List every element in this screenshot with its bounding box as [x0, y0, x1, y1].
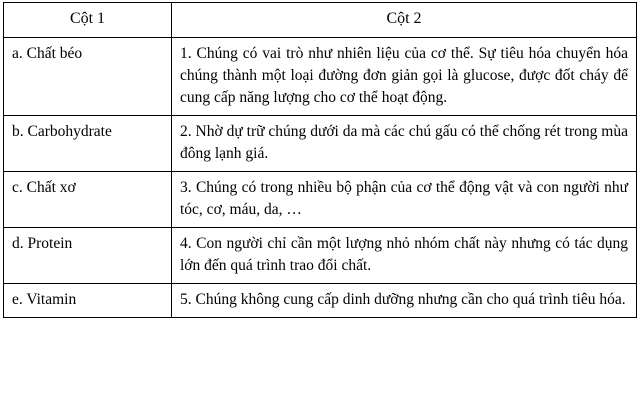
column-header-left-label: Cột 1 [69, 10, 106, 27]
row-item-left: e. Vitamin [4, 283, 172, 317]
row-item-right: 1. Chúng có vai trò như nhiên liệu của cơ thể. Sự tiêu hóa chuyển hóa chúng thành một loại đường đơn giản gọi là glucose, được đốt cháy để cung cấp năng lượng cho cơ thể hoạt động. [172, 37, 637, 115]
row-item-right: 4. Con người chỉ cần một lượng nhỏ nhóm chất này nhưng có tác dụng lớn đến quá trình trao đổi chất. [172, 227, 637, 283]
table-row [4, 115, 637, 171]
column-header-right [172, 3, 637, 38]
table-row [4, 283, 637, 317]
row-item-left: c. Chất xơ [4, 171, 172, 227]
column-header-right-label: Cột 2 [386, 10, 422, 27]
document-page [0, 2, 639, 406]
table-header-row [4, 3, 637, 38]
column-header-left [4, 3, 172, 38]
table-row [4, 227, 637, 283]
row-item-right: 5. Chúng không cung cấp dinh dưỡng nhưng cần cho quá trình tiêu hóa. [172, 283, 637, 317]
row-item-left: a. Chất béo [4, 37, 172, 115]
matching-table [3, 2, 637, 318]
row-item-right: 3. Chúng có trong nhiều bộ phận của cơ thể động vật và con người như tóc, cơ, máu, da, … [172, 171, 637, 227]
table-row [4, 171, 637, 227]
table-row [4, 37, 637, 115]
row-item-right: 2. Nhờ dự trữ chúng dưới da mà các chú gấu có thể chống rét trong mùa đông lạnh giá. [172, 115, 637, 171]
row-item-left: b. Carbohydrate [4, 115, 172, 171]
row-item-left: d. Protein [4, 227, 172, 283]
